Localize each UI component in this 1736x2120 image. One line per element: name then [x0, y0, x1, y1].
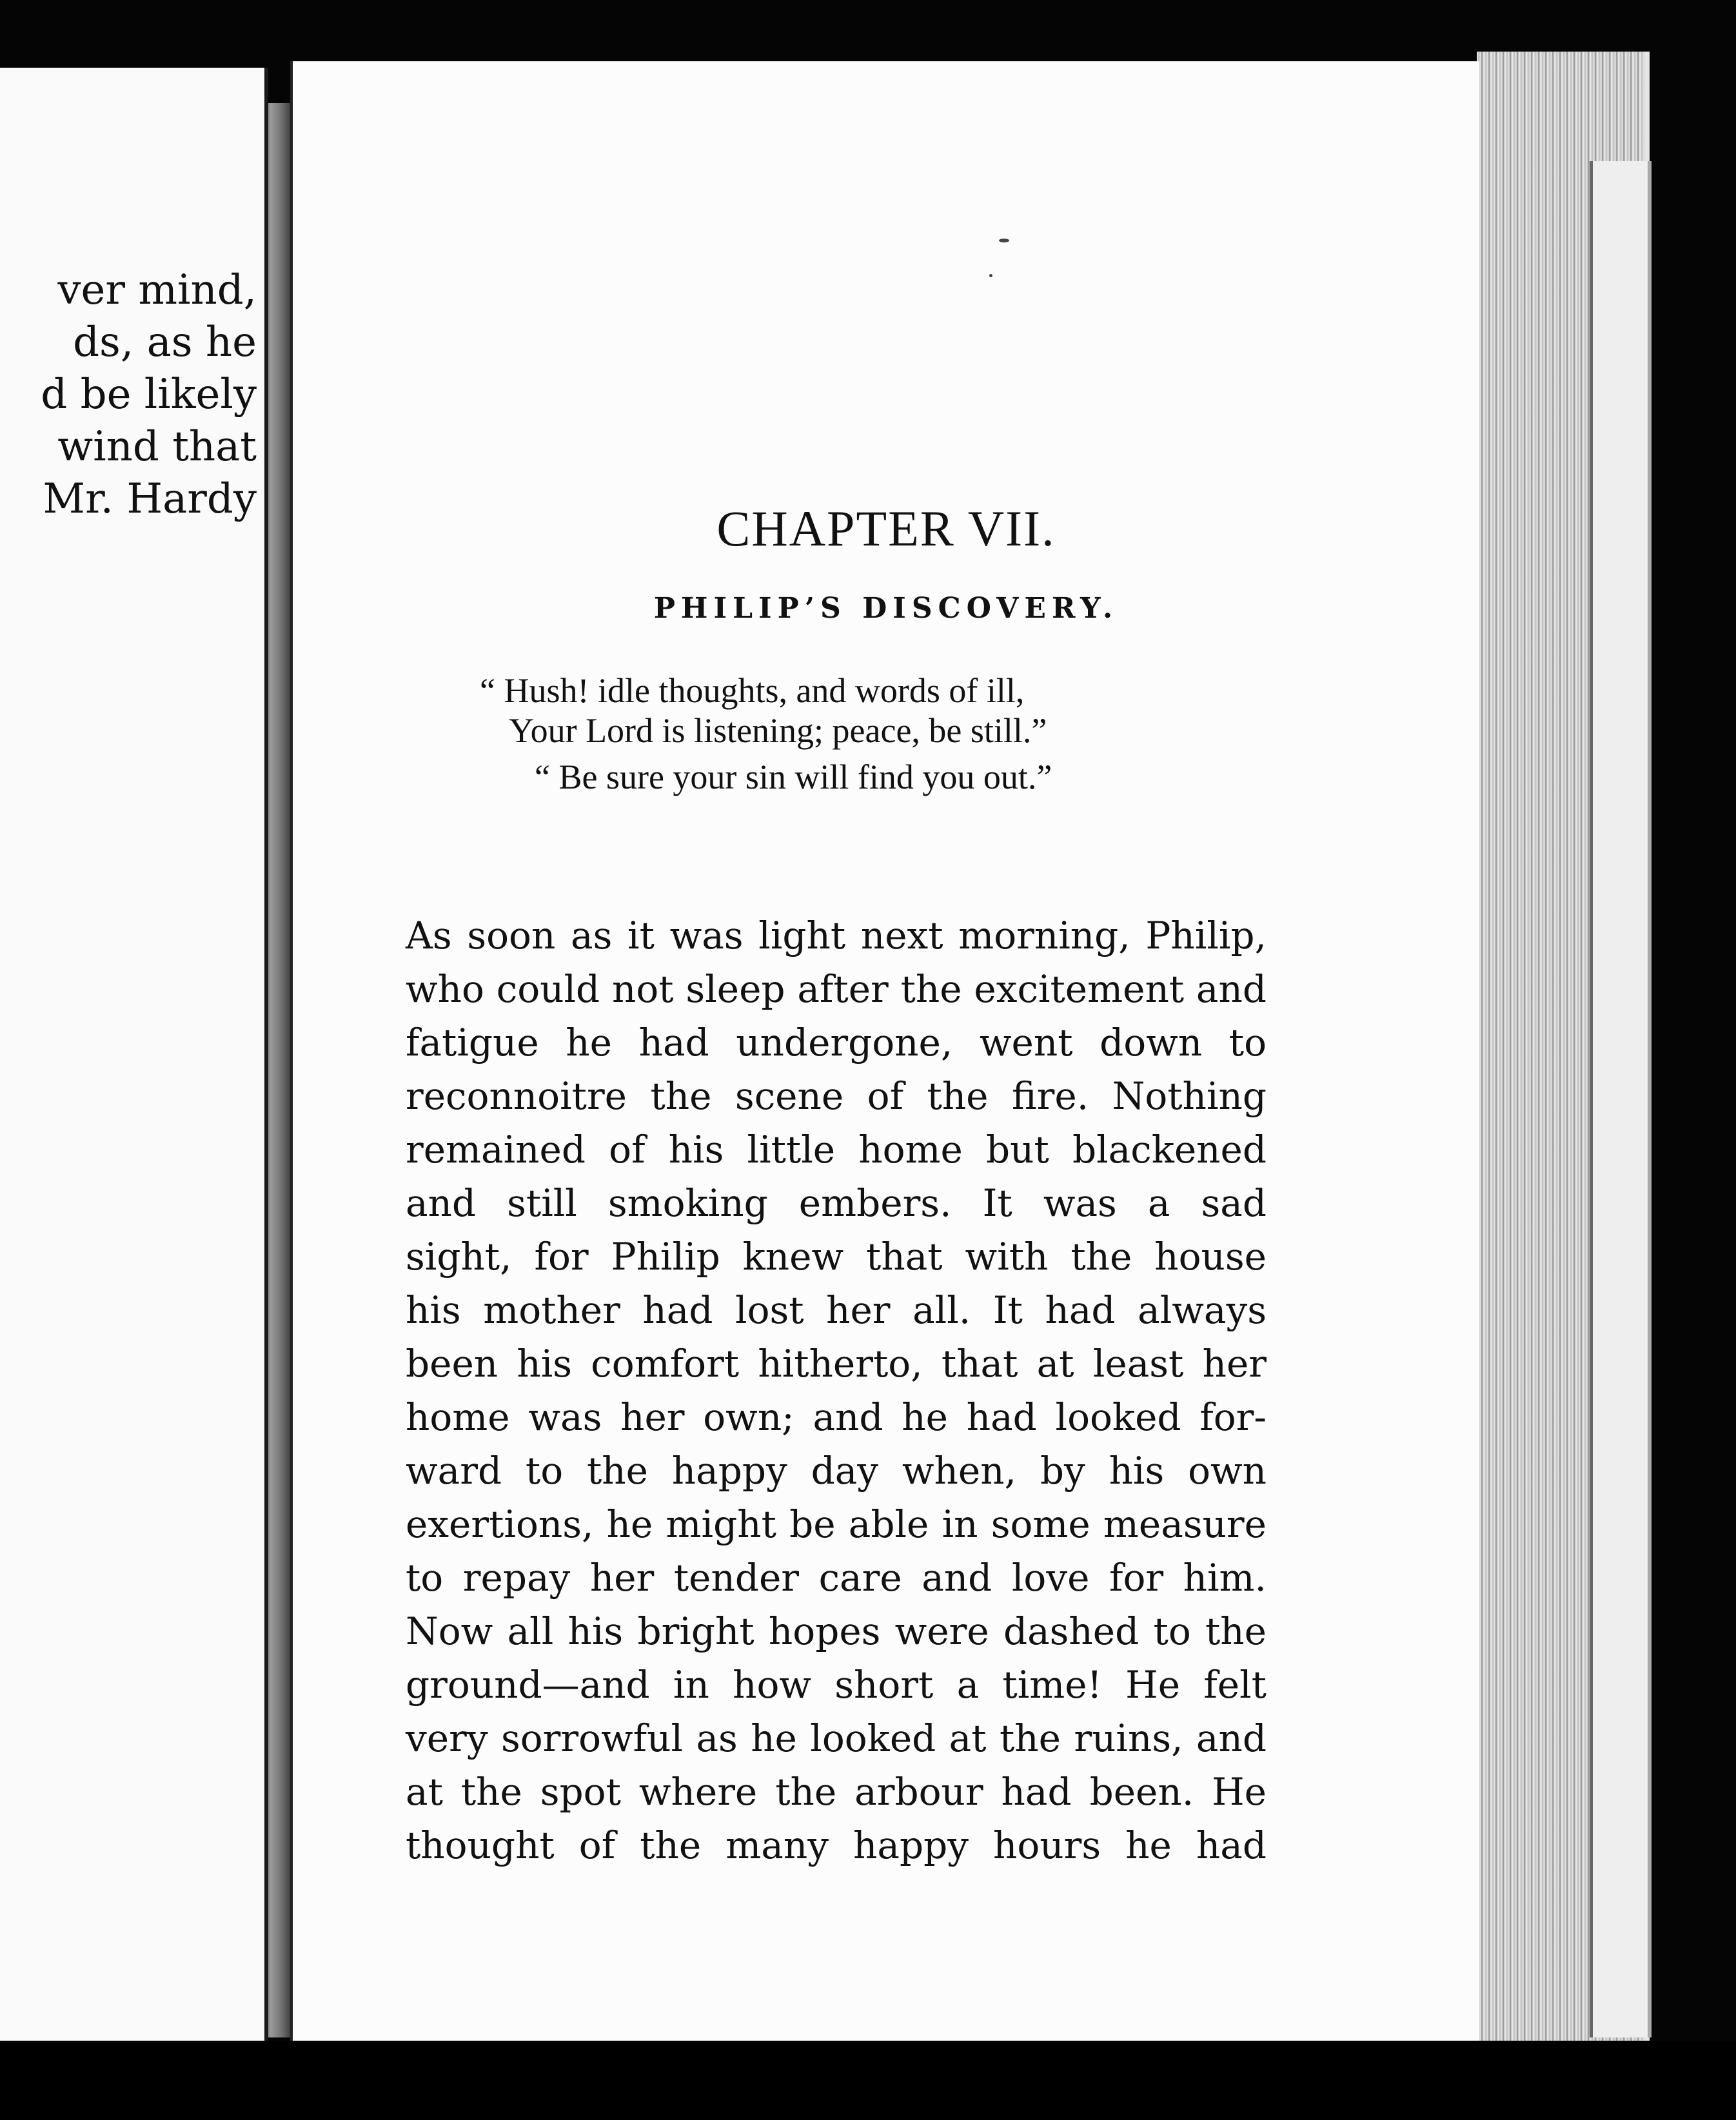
right-main-page — [290, 61, 1479, 2041]
body-line: sight, for Philip knew that with the house — [406, 1235, 1267, 1279]
body-line: very sorrowful as he looked at the ruins, and — [406, 1716, 1267, 1760]
chapter-title: CHAPTER VII. — [716, 500, 1056, 556]
body-line: reconnoitre the scene of the fire. Nothing — [406, 1074, 1267, 1118]
left-facing-page — [0, 68, 268, 2041]
body-line: to repay her tender care and love for him. — [406, 1556, 1267, 1600]
body-line: ground—and in how short a time! He felt — [406, 1663, 1267, 1707]
body-line: thought of the many happy hours he had — [406, 1823, 1267, 1867]
left-line: d be likely — [41, 371, 257, 418]
paper-speck — [989, 274, 992, 277]
body-line: and still smoking embers. It was a sad — [406, 1181, 1267, 1225]
body-line: Now all his bright hopes were dashed to the — [406, 1609, 1267, 1653]
book-cover-edge — [1590, 161, 1652, 2037]
epigraph-line: “ Be sure your sin will find you out.” — [535, 758, 1052, 796]
epigraph-line: “ Hush! idle thoughts, and words of ill, — [480, 671, 1025, 710]
epigraph-line: Your Lord is listening; peace, be still.” — [509, 711, 1047, 750]
body-line: As soon as it was light next morning, Philip, — [406, 914, 1267, 957]
body-paragraph — [406, 909, 1267, 1872]
left-line: wind that — [57, 423, 257, 471]
scan-bottom-border — [0, 2041, 1736, 2120]
left-line: ds, as he — [73, 319, 257, 366]
body-line: who could not sleep after the excitement and — [406, 967, 1267, 1011]
body-line: home was her own; and he had looked for- — [406, 1395, 1267, 1439]
body-line: been his comfort hitherto, that at least her — [406, 1342, 1267, 1386]
chapter-subtitle: PHILIP’S DISCOVERY. — [653, 592, 1119, 625]
body-line: ward to the happy day when, by his own — [406, 1449, 1267, 1493]
left-page-text — [41, 264, 257, 525]
body-line: his mother had lost her all. It had always — [406, 1288, 1267, 1332]
left-line: ver mind, — [57, 266, 257, 314]
epigraph — [480, 671, 1292, 797]
body-line: remained of his little home but blackened — [406, 1128, 1267, 1172]
body-line: at the spot where the arbour had been. He — [406, 1770, 1267, 1814]
body-line: fatigue he had undergone, went down to — [406, 1021, 1267, 1065]
left-line: Mr. Hardy — [43, 475, 257, 523]
paper-speck — [999, 239, 1009, 242]
body-line: exertions, he might be able in some measure — [406, 1502, 1267, 1546]
